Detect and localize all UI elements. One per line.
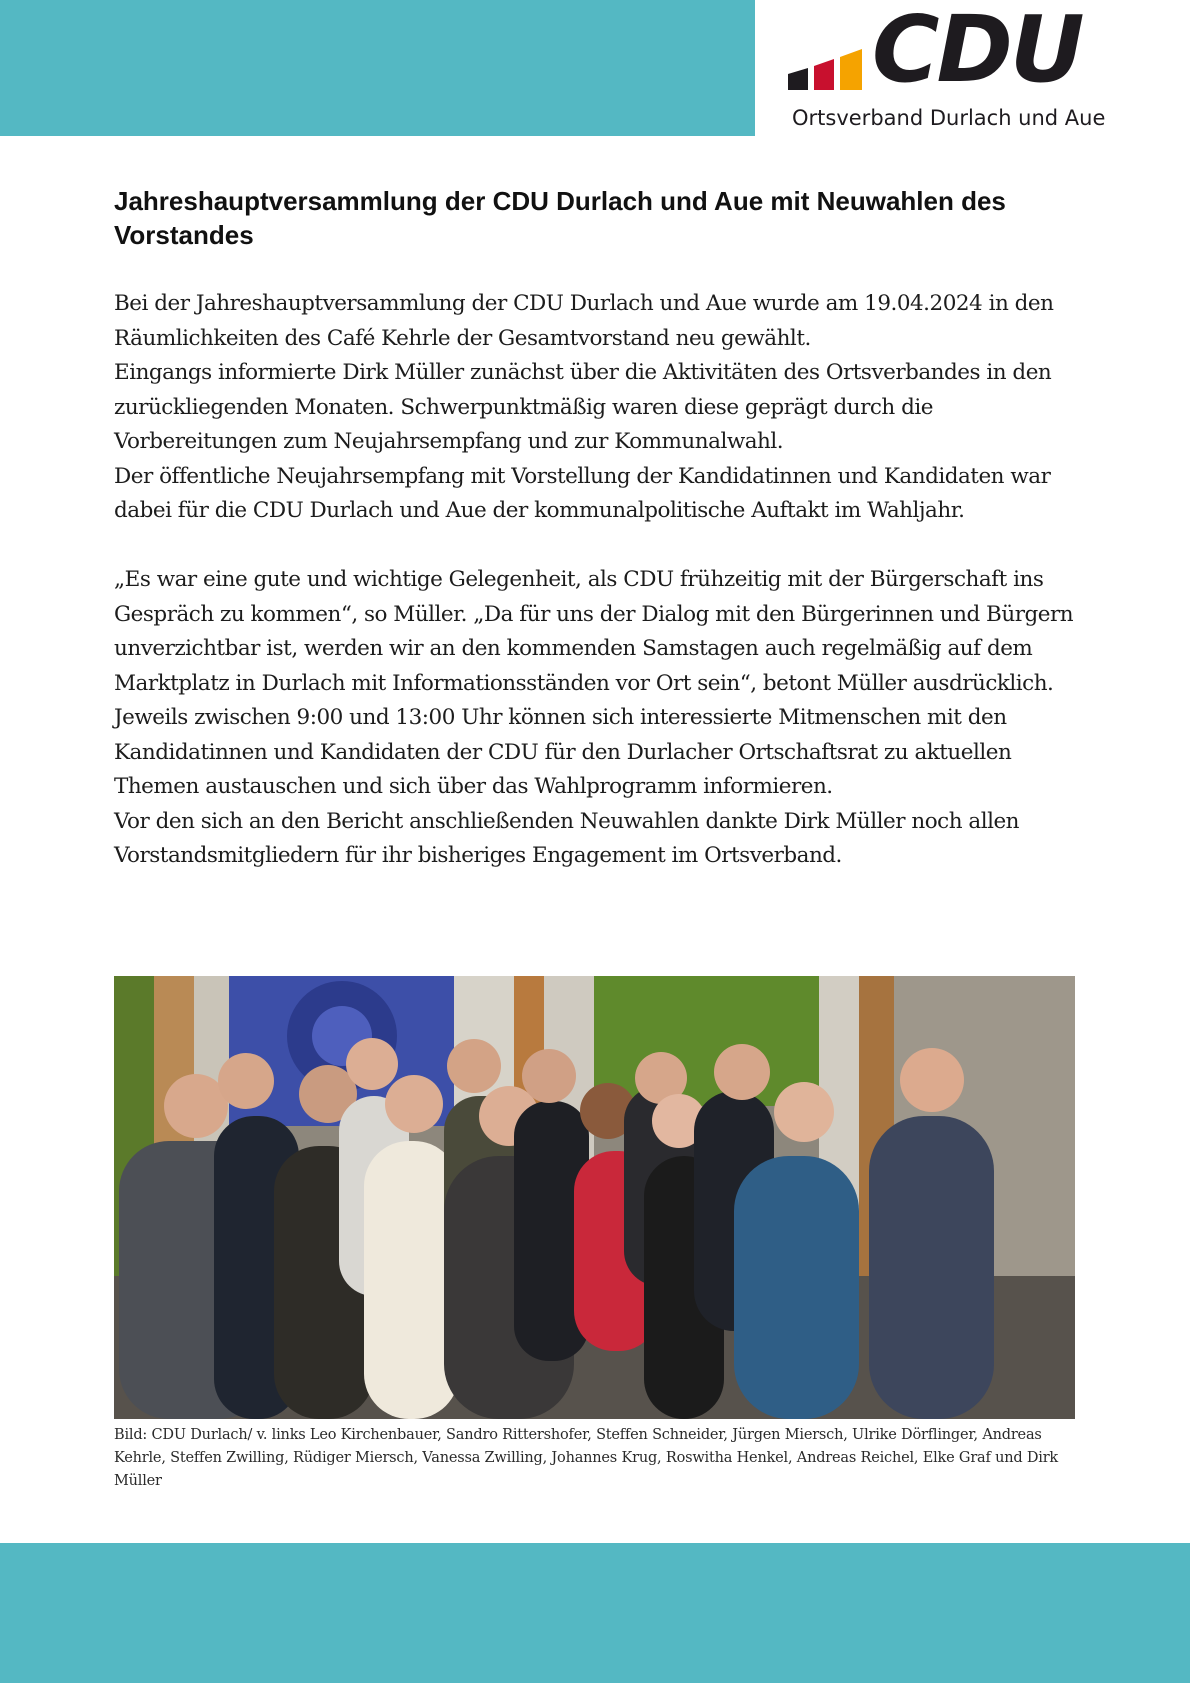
header-band (0, 0, 755, 136)
logo-subtitle: Ortsverband Durlach und Aue (792, 106, 1106, 130)
footer-band (0, 1543, 1190, 1683)
article-body (114, 287, 1089, 874)
group-photo (114, 976, 1075, 1419)
logo-bars-icon (788, 40, 862, 90)
article-paragraph: Eingangs informierte Dirk Müller zunächst über die Aktivitäten des Ortsverbandes in den zurückliegenden Monaten. Schwerpunktmäßig waren diese geprägt durch die Vorbereitungen zum Neujahrsempfang und zur Kommunalwahl. (114, 360, 1052, 454)
article-paragraph: Der öffentliche Neujahrsempfang mit Vorstellung der Kandidatinnen und Kandidaten war dabei für die CDU Durlach und Aue der kommunalpolitische Auftakt im Wahljahr. (114, 463, 1051, 523)
photo-caption: Bild: CDU Durlach/ v. links Leo Kirchenbauer, Sandro Rittershofer, Steffen Schneider, Jürgen Miersch, Ulrike Dörflinger, Andreas Kehrle, Steffen Zwilling, Rüdiger Miersch, Vanessa Zwilling, Johannes Krug, Roswitha Henkel, Andreas Reichel, Elke Graf und Dirk Müller (114, 1427, 1059, 1489)
logo-wordmark: CDU (872, 0, 1082, 103)
article-title: Jahreshauptversammlung der CDU Durlach und Aue mit Neuwahlen des Vorstandes (114, 186, 1006, 250)
article-paragraph: „Es war eine gute und wichtige Gelegenheit, als CDU frühzeitig mit der Bürgerschaft ins Gespräch zu kommen“, so Müller. „Da für uns der Dialog mit den Bürgerinnen und Bürgern unverzichtbar ist, werden wir an den kommenden Samstagen auch regelmäßig auf dem Marktplatz in Durlach mit Informationsständen vor Ort sein“, betont Müller ausdrücklich. (114, 567, 1074, 696)
article-paragraph: Bei der Jahreshauptversammlung der CDU Durlach und Aue wurde am 19.04.2024 in den Räumlichkeiten des Café Kehrle der Gesamtvorstand neu gewählt. (114, 291, 1054, 351)
group-photo-image (114, 976, 1075, 1419)
article-paragraph: Vor den sich an den Bericht anschließenden Neuwahlen dankte Dirk Müller noch allen Vorstandsmitgliedern für ihr bisheriges Engagement im Ortsverband. (114, 808, 1020, 868)
paragraph-gap (114, 529, 1089, 564)
cdu-logo (788, 0, 1133, 134)
article-paragraph: Jeweils zwischen 9:00 und 13:00 Uhr können sich interessierte Mitmenschen mit den Kandidatinnen und Kandidaten der CDU für den Durlacher Ortschaftsrat zu aktuellen Themen austauschen und sich über das Wahlprogramm informieren. (114, 705, 1012, 799)
